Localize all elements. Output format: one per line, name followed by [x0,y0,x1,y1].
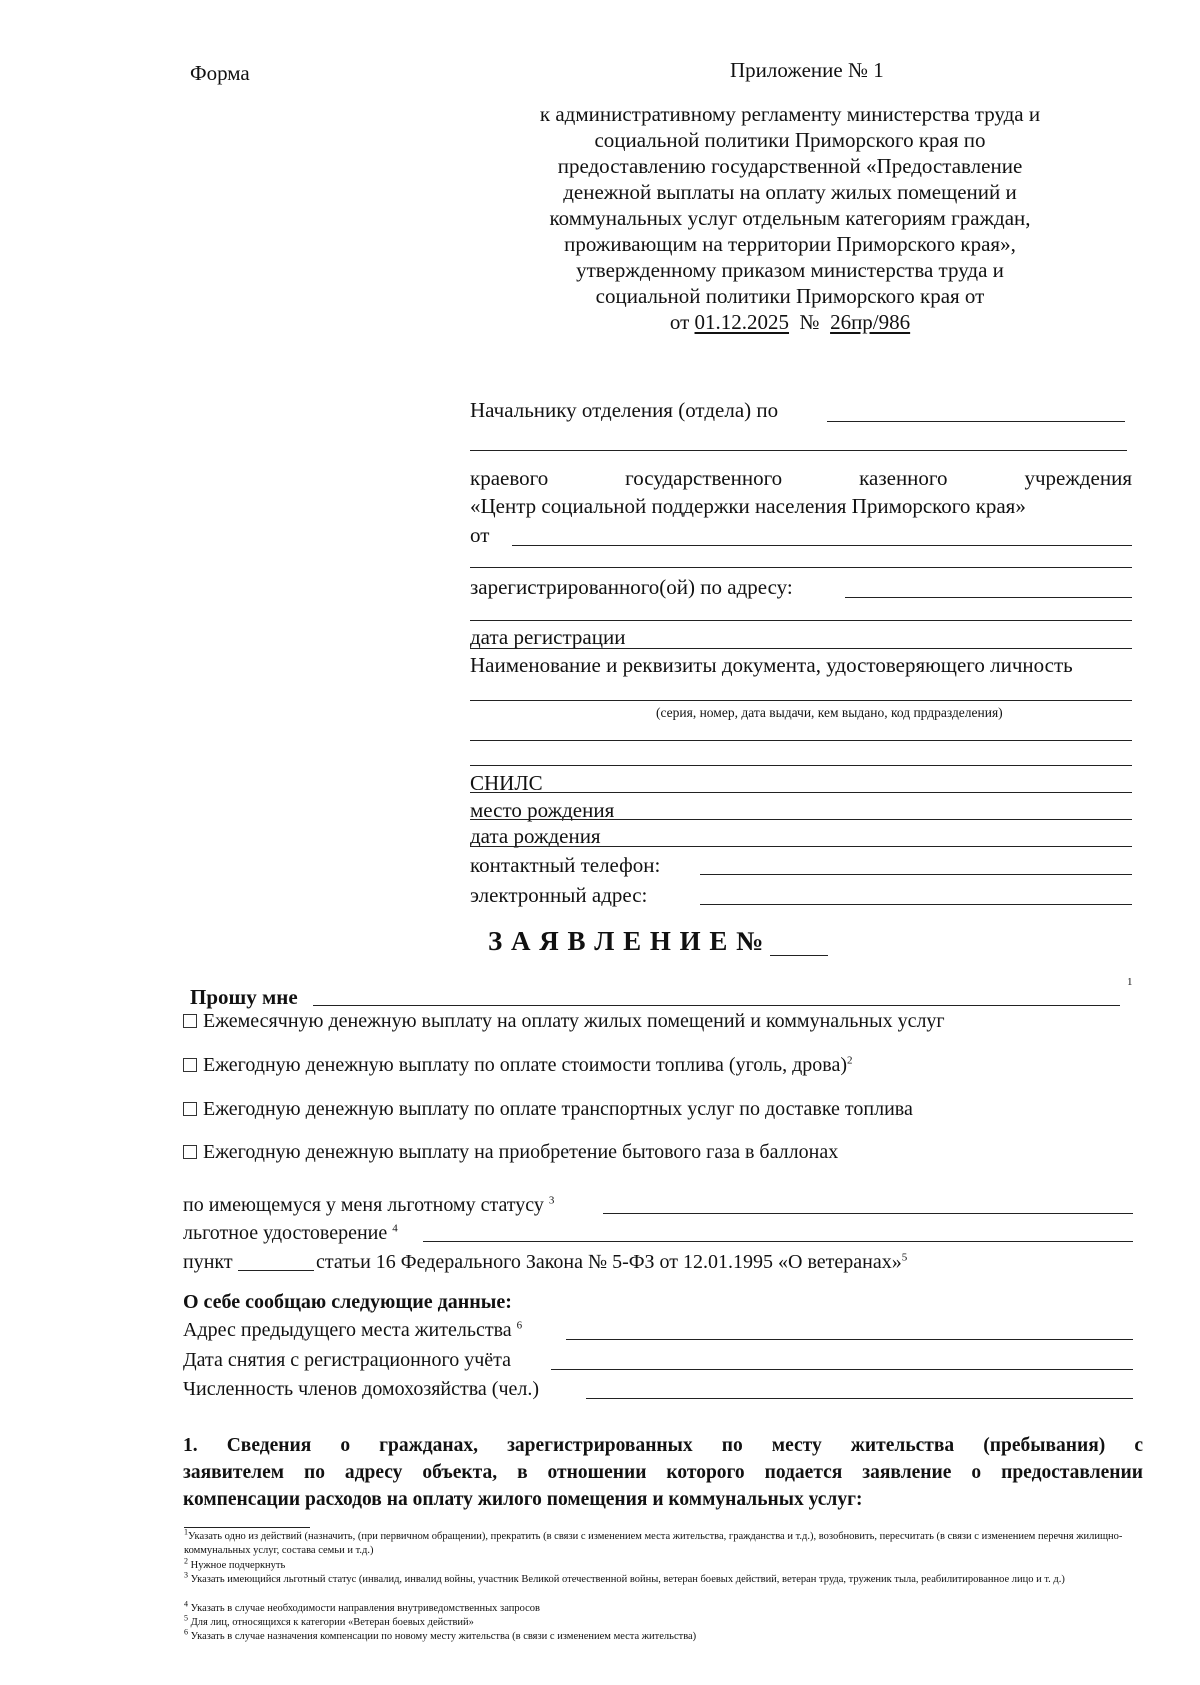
statement-title: З А Я В Л Е Н И Е № [488,926,765,956]
checkbox[interactable] [183,1058,197,1072]
email-label: электронный адрес: [470,883,648,907]
birthdate-label: дата рождения [470,824,601,848]
email-field-line[interactable] [700,904,1132,905]
option-transport-payment[interactable]: Ежегодную денежную выплату по оплате транспортных услуг по доставке топлива [183,1097,913,1122]
order-number: 26пр/986 [830,310,911,334]
id-doc-field-line-2[interactable] [470,740,1132,741]
from-label: от [470,523,490,547]
head-field-line-2[interactable] [470,450,1127,451]
point-field-line[interactable] [238,1270,314,1271]
registered-field-line-2[interactable] [470,620,1132,621]
option-monthly-payment[interactable]: Ежемесячную денежную выплату на оплату жилых помещений и коммунальных услуг [183,1009,945,1034]
phone-field-line[interactable] [700,874,1132,875]
from-field-line-2[interactable] [470,567,1132,568]
appendix-line: проживающим на территории Приморского края», [564,232,1016,256]
footnote-2: $^2$ Нужное подчеркнуть [184,1556,286,1571]
footnote-6: $^6$ Указать в случае назначения компенсации по новому месту жительства (в связи с изменением места жительства) [184,1627,697,1642]
cert-label: льготное удостоверение $^4$ [183,1222,398,1244]
footnote-3: $^3$ Указать имеющийся льготный статус (инвалид, инвалид войны, участник Великой отечественной войны, ветеран боевых действий, ветеран труда, труженик тыла, реабилитированное лицо и т. д.) [184,1570,1065,1585]
status-label: по имеющемуся у меня льготному статусу $^3$ [183,1194,555,1216]
option-fuel-payment[interactable]: Ежегодную денежную выплату по оплате стоимости топлива (уголь, дрова)$^2$ [183,1053,853,1078]
order-reference: от 01.12.2025 № 26пр/986 [669,310,911,334]
status-field-line[interactable] [603,1213,1133,1214]
appendix-title: Приложение № 1 [730,58,884,82]
prev-address-label: Адрес предыдущего места жительства $^6$ [183,1319,523,1341]
appendix-line: социальной политики Приморского края по [594,128,986,152]
footnote-separator [184,1527,310,1528]
household-field-line[interactable] [586,1398,1133,1399]
id-doc-hint: (серия, номер, дата выдачи, кем выдано, код прдразделения) [656,705,1003,720]
footnote-5: $^5$ Для лиц, относящихся к категории «Ветеран боевых действий» [184,1613,474,1628]
form-label: Форма [190,61,250,85]
point-label: пункт [183,1251,233,1273]
appendix-line: коммунальных услуг отдельным категориям граждан, [549,206,1031,230]
snils-label: СНИЛС [470,771,543,795]
registered-label: зарегистрированного(ой) по адресу: [470,575,793,599]
registered-field-line[interactable] [845,597,1132,598]
cert-field-line[interactable] [423,1241,1133,1242]
id-doc-field-line[interactable] [470,700,1132,701]
appendix-line: денежной выплаты на оплату жилых помещений и [563,180,1017,204]
snils-field-line[interactable] [470,792,1132,793]
reg-date-label: дата регистрации [470,625,626,649]
checkbox[interactable] [183,1014,197,1028]
household-label: Численность членов домохозяйства (чел.) [183,1378,540,1400]
request-footnote-ref: 1 [1127,976,1133,988]
head-field-line[interactable] [827,421,1125,422]
appendix-line: предоставлению государственной «Предоставление [557,154,1023,178]
option-gas-payment[interactable]: Ежегодную денежную выплату на приобретение бытового газа в баллонах [183,1140,838,1165]
birthplace-label: место рождения [470,798,615,822]
checkbox[interactable] [183,1102,197,1116]
birthdate-field-line[interactable] [470,846,1132,847]
request-label: Прошу мне [190,985,298,1009]
about-heading: О себе сообщаю следующие данные: [183,1291,512,1313]
prev-address-field-line[interactable] [566,1339,1133,1340]
statement-number-line[interactable] [770,955,828,956]
appendix-line: утвержденному приказом министерства труда и [576,258,1004,282]
reg-date-field-line[interactable] [470,648,1132,649]
footnote-1: $^1$Указать одно из действий (назначить, (при первичном обращении), прекратить (в связи с изменением места жительства, гражданства и т.д.), возобновить, пересчитать (в связи с изменением перечня жилищно-коммунальных услуг, состава семьи и т.д.) [184,1527,1123,1556]
dereg-field-line[interactable] [551,1369,1133,1370]
section-1-heading: 1. Сведения о гражданах, зарегистрированных по месту жительства (пребывания) с заявителем по адресу объекта, в отношении которого подается заявление о предоставлении компенсации расходов на оплату жилого помещения и коммунальных услуг: [183,1435,1143,1510]
order-date: 01.12.2025 [694,310,790,334]
appendix-line: к административному регламенту министерства труда и [539,102,1041,126]
dereg-label: Дата снятия с регистрационного учёта [183,1349,511,1371]
phone-label: контактный телефон: [470,853,661,877]
id-doc-label: Наименование и реквизиты документа, удостоверяющего личность [470,653,1073,677]
from-field-line[interactable] [512,545,1132,546]
institution-line-1: краевого государственного казенного учреждения [470,466,1132,490]
head-label: Начальнику отделения (отдела) по [470,398,779,422]
footnote-4: $^4$ Указать в случае необходимости направления внутриведомственных запросов [184,1599,540,1614]
birthplace-field-line[interactable] [470,819,1132,820]
checkbox[interactable] [183,1145,197,1159]
point-law-text: статьи 16 Федерального Закона № 5-ФЗ от 12.01.1995 «О ветеранах»$^5$ [316,1251,908,1273]
request-field-line[interactable] [313,1005,1120,1006]
appendix-text [470,101,1110,335]
id-doc-field-line-3[interactable] [470,765,1132,766]
appendix-line: социальной политики Приморского края от [595,284,985,308]
institution-line-2: «Центр социальной поддержки населения Приморского края» [470,494,1026,518]
